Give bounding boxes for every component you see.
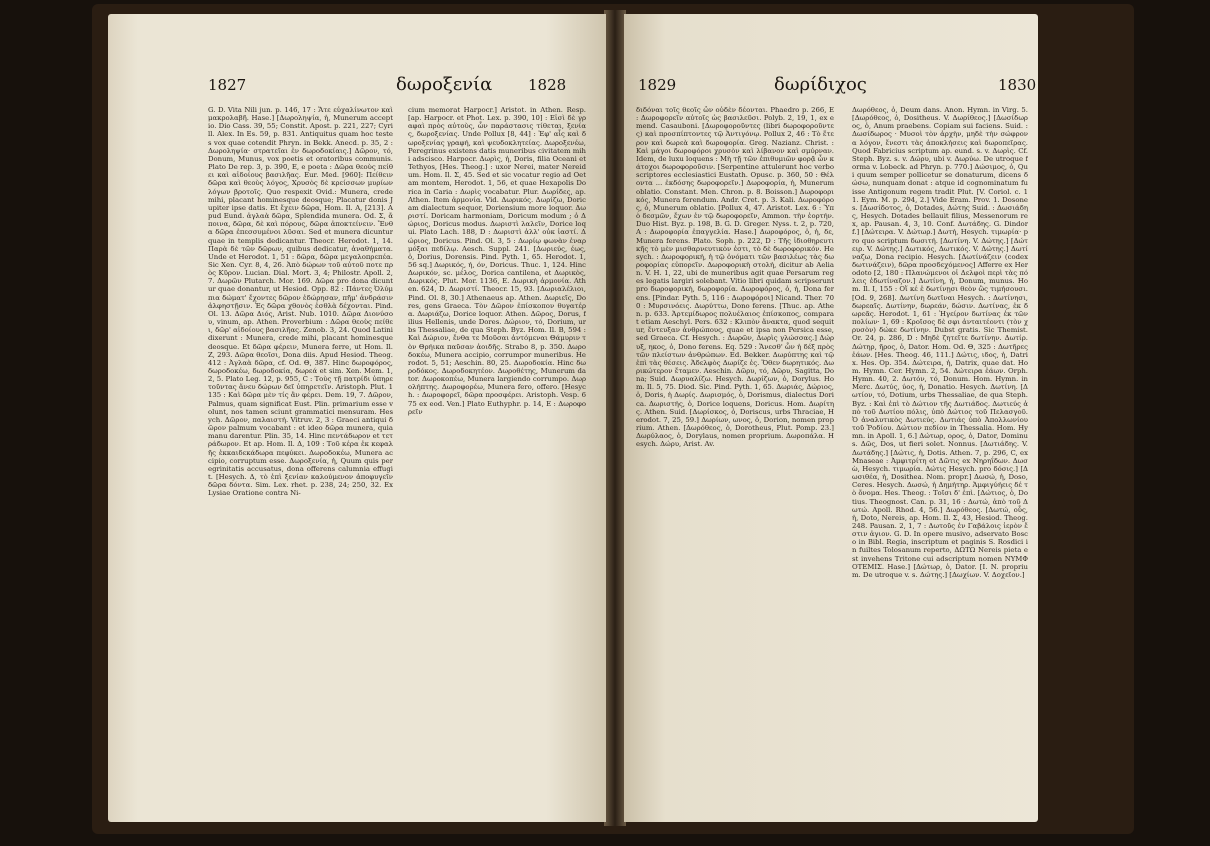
right-page xyxy=(624,14,1038,822)
left-column-2 xyxy=(408,106,586,810)
right-page-headword: δωρίδιχος xyxy=(774,74,867,95)
right-page-columns xyxy=(624,106,1038,810)
right-column-2-text: Δωρόθεος, ὁ, Deum dans. Anon. Hymn. in Virg. 5. [Δωρόθεος, ὁ, Dositheus. V. Δωρίθεος.] [Δωσίδωρος, ὁ, Anum praebens. Copiam sui faciens. Suid. : Δωσίδωρος · Μυσοὶ τὸν ἀρχὴν, μηδὲ τὴν σώφρονα λόγον, ἔνεστι τὰς ἀποκλήσεις καὶ δωροπεῖρας. Quod Fabricius scriptum ap. eund. s. v. Δωρὶς. Cf. Steph. Byz. s. v. Δώρυ, ubi v. Δωρύω. De utroque forma v. Lobeck. ad Phryn. p. 770.] Δώσιμος, ὁ, Qui quum semper pollicetur se donaturum, dicens δώσω, nunquam donat : atque id cognominatum fuisse Antigonum regem tradit Plut. [V. Coriol. c. 11. Eym. M. p. 294, 2.] Vide Eram. Prov. 1. Dosones. [Δωσίδοτος, ὁ, Dotades, Δώτης Suid. : Δωσιάδης, Hesych. Dotades bellauit filius, Messenorum rex, ap. Pausan. 4, 3, 10. Conf. Δωτάδης. G. Dindorf.] [Δώτειρα. V. Δώτωρ.] Δωτή, Hesych. τιμωρία· pro quo scriptum δωσιτή. [Δωτίνη. V. Δώτης.] [Δώτειρ. V. Δώτης.] Δωτικός, Δωτικός. V. Δώτης.] Δωτίναζω, Dona recipio. Hesych. [Δωτίνάζειν (codex δωτινάζειν), δῶρα προσδεχόμενος] Afferre ex Herodoto [2, 180 : Πλανώμενοι οἱ Δελφοὶ περὶ τὰς πόλεις ἐδωτίναζον.] Δωτίνη, ἡ, Donum, munus. Hom. Il. I, 155 : Οἵ κέ ἑ δωτίνῃσι θεὸν ὣς τιμήσουσι. [Od. 9, 268]. Δωτίνη δωτῖναι Hesych. : Δωτίνησι, δωρεαῖς. Δωτίνην, δωρεάν, δώσιν. Δωτίνας, ἐκ δωρεᾶς. Herodot. 1, 61 : Ἠγείρον δωτίνας ἐκ τῶν πολίων· 1, 69 : Κροῖσος δὲ σφι ἀνταιτέοντι (τὸν χρυσὸν) δώκε δωτίνην. Dubst gratis. Sic Themist. Or. 24, p. 286, D : Μηδὲ ζητεῖτε δωτίνην. Δωτίρ. Δώτηρ, ῆρος, ὁ, Dator. Hom. Od. Θ, 325 : Δωτῆρες ἐάων. [Hes. Theog. 46, 111.] Δώτις, ιδος, ἡ, Datrix. Hes. Op. 354. Δώτειρα, ἡ, Datrix, quae dat. Hom. Hymn. Cer. Hymn. 2, 54. Δώτειρα ἐάων. Orph. Hymn. 40, 2. Δωτόν, τό, Donum. Hom. Hymn. in Merc. Δωτύς, ύος, ἡ, Donatio. Hesych. Δωτίνη. [Δωτίον, τό, Dotium, urbs Thessaliae, de qua Steph. Byz. : Καὶ ἐπὶ τὸ Δώτιον τῆς Δωτιάδος. Δωτιεύς ἀπὸ τοῦ Δωτίου πόλις, ὑπὸ Δώτιος τοῦ Πελασγοῦ. Ὁ ἀναλυτικὸς Δωτιεύς. Δωτιάς ὑπὸ Ἀπολλωνίου τοῦ Ῥοδίου. Δώτιον πεδίον in Thessalia. Hom. Hymn. in Apoll. 1, 6.] Δώτωρ, ορος, ὁ, Dator, Dominus. Δῶς, Dos, ut fieri solet. Nonnus. [Δωτιάδης. V. Δωτάδης.] [Δώτις, ἡ, Dotis. Athen. 7, p. 296, C, ex Mnaseae : Ἀμφιτρίτη et Δῶτις ex Νηρηΐδων. Δωσὼ, Hesych. τιμωρία. Δώτις Hesych. pro δόσις.] [Δωσιθέα, ἡ, Dosithea. Nom. propr.] Δωσώ, ἡ, Doso, Ceres. Hesych. Δωσώ, ἡ Δημήτηρ. Ἀμφιγύήεις δέ τὸ ὄνομα. Hes. Theog. : Τοῖσι δ' ἐπὶ. [Δώτιος, ὁ, Dotius. Theognost. Can. p. 31, 16 : Δωτώ, ἀπὸ τοῦ Δωτώ. Apoll. Rhod. 4, 56.] Δωρόθεος. [Δωτώ, οὗς, ἡ, Doto, Nereis, ap. Hom. Il. Σ, 43, Hesiod. Theog. 248. Pausan. 2, 1, 7 : Δωτοῦς ἐν Γαβάλοις ἱερὸν ἔστιν ἀγιον. G. D. In opere musivo, adservato Bosco in Bibl. Regia, inscriptum et paginis S. Rosdici in fuiltes Tolosanum reperto, ΔΩΤΩ Nereis pieta est invehens Tritone cui adscriptum nomen ΝΥΜΦΟΤΕΜΙΣ. Hase.] [Δώτωρ, ὁ, Dator. [I. N. proprium. De utroque v. s. Δώτης.] [Δωχίων. V. Δοχεῖον.] xyxy=(852,106,1028,579)
left-column-1-text: G. D. Vita Nili jun. p. 146, 17 : Ἄτε εὐχαλίνωτον καὶ μακρολαβῆ. Hase.] [Δωροληψία, ἡ, Munerum acceptio. Dio Cass. 39, 55; Constit. Apost. p. 221, 227; Cyrill. Alex. In Es. 59, p. 831. Antiquitus quam hoc testes vox quae cotendit Phryn. in Bekk. Anecd. p. 35, 2 : Δωροληψία· στρατεῖαι ἐν δωροδοκίαις.] Δῶρον, τό, Donum, Munus, vox poetis et oratoribus communis. Plato De rep. 3, p. 390, E, e poeta : Δῶρα θεοὺς πείθει καὶ αἰδοίους βασιλῆας. Eur. Med. [960]: Πείθειν δῶρα καὶ θεοὺς λόγος, Χρυσὸς δὲ κρείσσων μυρίων λόγων βροτοῖς. Quo respexit Ovid.: Munera, crede mihi, placant hominesque deosque; Placatur donis Jupiter ipse datis. Et ἔχειν δῶρα, Hom. Il. A, [213]. Apud Eund. ἀγλαὰ δῶρα, Splendida munera. Od. Σ, ἄποινα, δῶρα, δὲ καὶ πόρους, δῶρα ἀποκτείνειν. Ἔνθα δῶρα ἐπεσσυμένοι λῦσαι. Sed et munera dicuntur quae in templis dedicantur. Theocr. Herodot. 1, 14. Παρὰ δὲ τῶν δῶρων, quibus dedicatur, ἀναθήματα. Unde et Herodot. 1, 51 : δῶρα, δῶρα μεγαλοπρεπέα. Sic Xen. Cyr. 8, 4, 26. Ἀπὸ δώρων τοῦ αὐτοῦ ποτε πρὸς Κῦρον. Lucian. Dial. Mort. 3, 4; Philostr. Apoll. 2, 7. Δωρῶν Plutarch. Mor. 169. Δῶρα pro dona dicuntur quae donantur, ut Hesiod. Opp. 82 : Πάντες Ὀλύμπια δώματ' ἔχοντες δῶρον ἐδώρησαν, πῆμ' ἀνδράσιν ἀλφηστῇσιν. Ἐς δῶρα χθονὸς ἐσθλὰ δέχονται. Pind. Ol. 13. Δῶρα Διός, Arist. Nub. 1010. Δῶρα Διονύσου, vinum, ap. Athen. Proverbium : Δῶρα θεοὺς πείθει, δῶρ' αἰδοίους βασιλῆας. Zenob. 3, 24. Quod Latini dixerunt : Munera, crede mihi, placant hominesque deosque. Et δῶρα φέρειν, Munera ferre, ut Hom. Il. Z, 293. Δῶρα θεοῖσι, Dona diis. Apud Hesiod. Theog. 412 : Ἀγλαὰ δῶρα, cf. Od. Θ, 387. Hinc δωροφόρος, δωροδοκέω, δωροδοκία, δωρεά et sim. Xen. Mem. 1, 2, 5. Plato Leg. 12, p. 955, C : Τοὺς τῇ πατρίδι ὑπηρετοῦντας ἄνευ δώρων δεῖ ὑπηρετεῖν. Aristoph. Plut. 1135 : Καὶ δῶρα μὲν τίς ἂν φέρει. Dem. 19, 7. Δῶρον, Palmus, quam significat Eust. Plin. primarium esse volunt, nos tamen sciunt grammatici mensuram. Hesych. Δῶρον, παλαιστή. Vitruv. 2, 3 : Graeci antiqui δῶρον palmum vocabant : et ideo δῶρα munera, quia manu darentur. Plin. 35, 14. Hinc πεντάδωρον et τετράδωρον. Et ap. Hom. Il. Δ, 109 : Τοῦ κέρα ἐκ κεφαλῆς ἑκκαιδεκάδωρα πεφύκει. Δωροδοκέω, Munera accipio, corruptum esse. Δωροξενία, ἡ, Quum quis peregrinitatis accusatus, dona offerens calumnia effugit. [Hesych. Δ, τὸ ἐπὶ ξενίαν καλούμενον ἀποφυγεῖν δῶρα δόντα. Sim. Lex. rhet. p. 238, 24; 250, 32. Ex Lysiae Oratione contra Ni- xyxy=(208,106,393,498)
left-page xyxy=(108,14,606,822)
right-column-1-text: διδόναι τοῖς θεοῖς ὧν οὐδὲν δέονται. Phaedro p. 266, E : Δωροφορεῖν αὐτοῖς ὡς βασιλεῦσι. Polyb. 2, 19, 1, ex emend. Casauboni. [Δωροφοροῦντες (libri δωροφοροῦντες) καὶ προσπίπτοντες τῷ Ἀντιγόνῳ. Pollux 2, 46 : Τὸ ἕτερον καὶ δωρεὰ καὶ δωροφορία. Greg. Nazianz. Christ. : Καὶ μάγοι δωροφόροι χρυσὸν καὶ λίβανον καὶ σμύρναν. Idem, de luxu loquens : Μὴ τῇ τῶν ἐπιθυμιῶν φορᾷ ὧν κάτοχοι δωροφοροῦσιν. [Serpentine attulerunt hoc verbo scriptores ecclesiastici Eustath. Opusc. p. 360, 50 : Θέλοντα ... ἐκδόσης δωροφορεῖν.] Δωροφορία, ἡ, Munerum oblatio. Constant. Men. Chron. p. 8. Boisson.] Δωροφορικός, Munera ferendum. Andr. Cret. p. 3. Kali. Δωροφόρος, ὁ, Munerum oblatio. [Pollux 4, 47. Aristot. Lex. 6 : Ὑπὸ δεσμῶν, ἔχων ἐν τῷ δωροφορεῖν, Ammon. τὴν ἑορτήν. Duo Hist. Byz. p. 198, B. G. D. Greger. Nyss. t. 2, p. 720, A : Δωροφορία ἐπαγγελία. Hase.] Δωροφόρος, ὁ, ἡ, δε, Munera ferens. Plato. Soph. p. 222, D : Τῆς ἰδιοθηρευτικῆς τὸ μὲν μισθαρνευτικὸν ἐστι, τὸ δὲ δωροφορικόν. Hesych. : Δωροφορική, ἡ τῷ ὀνόματι τῶν βασιλέως τὰς δωροφορίας εὐπορεῖν. Δωροφορικὴ στολή, dicitur ab Aelian. V. H. 1, 22, ubi de muneribus agit quae Persarum reges legatis largiri solebant. Vitio libri quidam scripserunt pro δωροφορικὴ, δωροφορία. Δωροφόρος, ὁ, ἡ, Dona ferens. [Pindar. Pyth. 5, 116 : Δωροφόροι] Nicand. Ther. 700 : Μυρσινόεις. Δωρύττω, Dono ferens. [Thuc. ap. Athen. p. 633. Ἀρτεμίδωρος πολυέλαιος ἐπίσκοπος, comparat etiam Aeschyl. Pers. 632 : Κλιπὸν ἄνακτα, quod sequitur, ἔντευξαν ἀνθρώπους, quae et ipsa non Persica esse, sed Graeca. Cf. Hesych. : Δωρῶν, Δωρὶς γλώσσας.] Δώρυξ, ηκος, ὁ, Dono ferens. Eq. 529 : Ἄνεσθ' ὧν ἡ δέξ πρὸς τῶν πλείστων ἀνθρώπων. Ed. Bekker. Δωρύπτης καὶ τῷ ἐπὶ τὰς θέσεις. Ἀδελφὸς Δωρίζε ἐς. Ὅθεν δωρητικός. Δωρικώτερον ἔταμεν. Aeschin. Δῶρυ, τό, Δῶρυ, Sagitta, Dona; Suid. Δωρυαλίζω. Hesych. Δωρίζων, ὁ, Dorylus. Hom. Il. 5, 75. Diod. Sic. Pind. Pyth. 1, 65. Δωριάς, Δώριος, ὁ, Doris, ἡ Δωρίς. Δωρισμός, ὁ, Dorismus, dialectus Dorica. Δωριστής, ὁ, Dorice loquens, Doricus. Hom. Δωρίτης. Athen. Suid. [Δωρίσκος, ὁ, Doriscus, urbs Thraciae, Herodot. 7, 25, 59.] Δωρίων, ωνος, ὁ, Dorion, nomen proprium. Athen. [Δωρόθεος, ὁ, Dorotheus, Plut. Pomp. 23.] Δωρύλαος, ὁ, Dorylaus, nomen proprium. Δωροπάλα. Hesych. Δώρυ, Arist. Av. xyxy=(636,106,834,449)
left-page-header xyxy=(108,76,606,98)
right-page-number-outer: 1830 xyxy=(998,76,1037,94)
left-page-headword: δωροξενία xyxy=(396,74,493,95)
left-page-number-inner: 1828 xyxy=(528,76,567,94)
left-column-2-text: cium memorat Harpocr.] Aristot. in Athen. Resp. [ap. Harpocr. et Phot. Lex. p. 390, 10] : Εἰσὶ δὲ γραφαὶ πρὸς αὐτοὺς, ὧν παράστασις τίθεται, ξενίας, δωροξενίας. Unde Pollux [8, 44] : Ἐφ' αἷς καὶ δωροξενίας γραφή, καὶ ψευδοκλητείας. Δωροξενέω, Peregrinus existens datis muneribus civitatem mihi adsciscо. Harpocr. Δωρὶς, ἡ, Doris, filia Oceani et Tethyos, [Hes. Theog.] : uxor Nerei, mater Nereidum. Hom. Il. Σ, 45. Sed et sic vocatur regio ad Oetam montem, Herodot. 1, 56, et quae Hexapolis Dorica in Caria : Δωρὶς vocabatur. Plur. Δωρίδες, ap. Athen. Item ἁρμονία. Vid. Δωρικός. Δωρίζω, Doricam dialectum sequor, Doriensium more loquor. Δωριστί. Doricam harmoniam, Doricum modum ; ὁ Δώριος, Doricus modus. Δωριστὶ λαλεῖν, Dorice loqui. Plato Lach. 188, D : Δωριστὶ ἀλλ' οὐκ ἰαστί. Δώριος, Doricus. Pind. Ol. 3, 5 : Δωρίῳ φωνὰν ἐναρμόξαι πεδίλῳ. Aesch. Suppl. 241. [Δωριεύς, έως, ὁ, Dorius, Dorensis. Pind. Pyth. 1, 65. Herodot. 1, 56 sq.] Δωρικός, ή, όν, Doricus. Thuc. 1, 124. Hinc Δωρικόν, sc. μέλος, Dorica cantilena, et Δωρικὸς, Δωρικός. Plut. Mor. 1136, E. Δωρικὴ ἁρμονία. Athen. 624, D. Δωριστί. Theocr. 15, 93. [Δωριαλέλιοι, Pind. Ol. 8, 30.] Athenaeus ap. Athen. Δωριεῖς, Dores, gens Graeca. Τὸν Δῶρον ἐπίσκοπον θυγατέρα. Δωριάζω, Dorice loquor. Athen. Δῶρος, Dorus, filius Hellenis, unde Dores. Δώριον, τό, Dorium, urbs Thessaliae, de qua Steph. Byz. Hom. Il. B, 594 : Καὶ Δώριον, ἔνθα τε Μοῦσαι ἀντόμεναι Θάμυριν τὸν Θρήικα παῦσαν ἀοιδῆς. Strabo 8, p. 350. Δωροδοκέω, Munera accipio, corrumpor muneribus. Herodot. 5, 51; Aeschin. 80, 25. Δωροδοκία. Hinc δωροδόκος. Δωροδοκητέον. Δωροθέτης, Munerum dator. Δωροκοπέω, Munera largiendo corrumpo. Δωρολήπτης. Δωροφορέω, Munera fero, offero. [Hesych. : Δωροφορεῖ, δῶρα προσφέρει. Aristoph. Vesp. 675 ex eod. Ven.] Plato Euthyphr. p. 14, E : Δωροφορεῖν xyxy=(408,106,586,416)
right-column-1 xyxy=(636,106,834,810)
right-page-header xyxy=(624,76,1038,98)
left-column-1 xyxy=(208,106,393,810)
right-column-2 xyxy=(852,106,1028,810)
left-page-columns xyxy=(108,106,606,810)
book-gutter xyxy=(604,10,626,826)
left-page-number-outer: 1827 xyxy=(208,76,247,94)
right-page-number-inner: 1829 xyxy=(638,76,677,94)
